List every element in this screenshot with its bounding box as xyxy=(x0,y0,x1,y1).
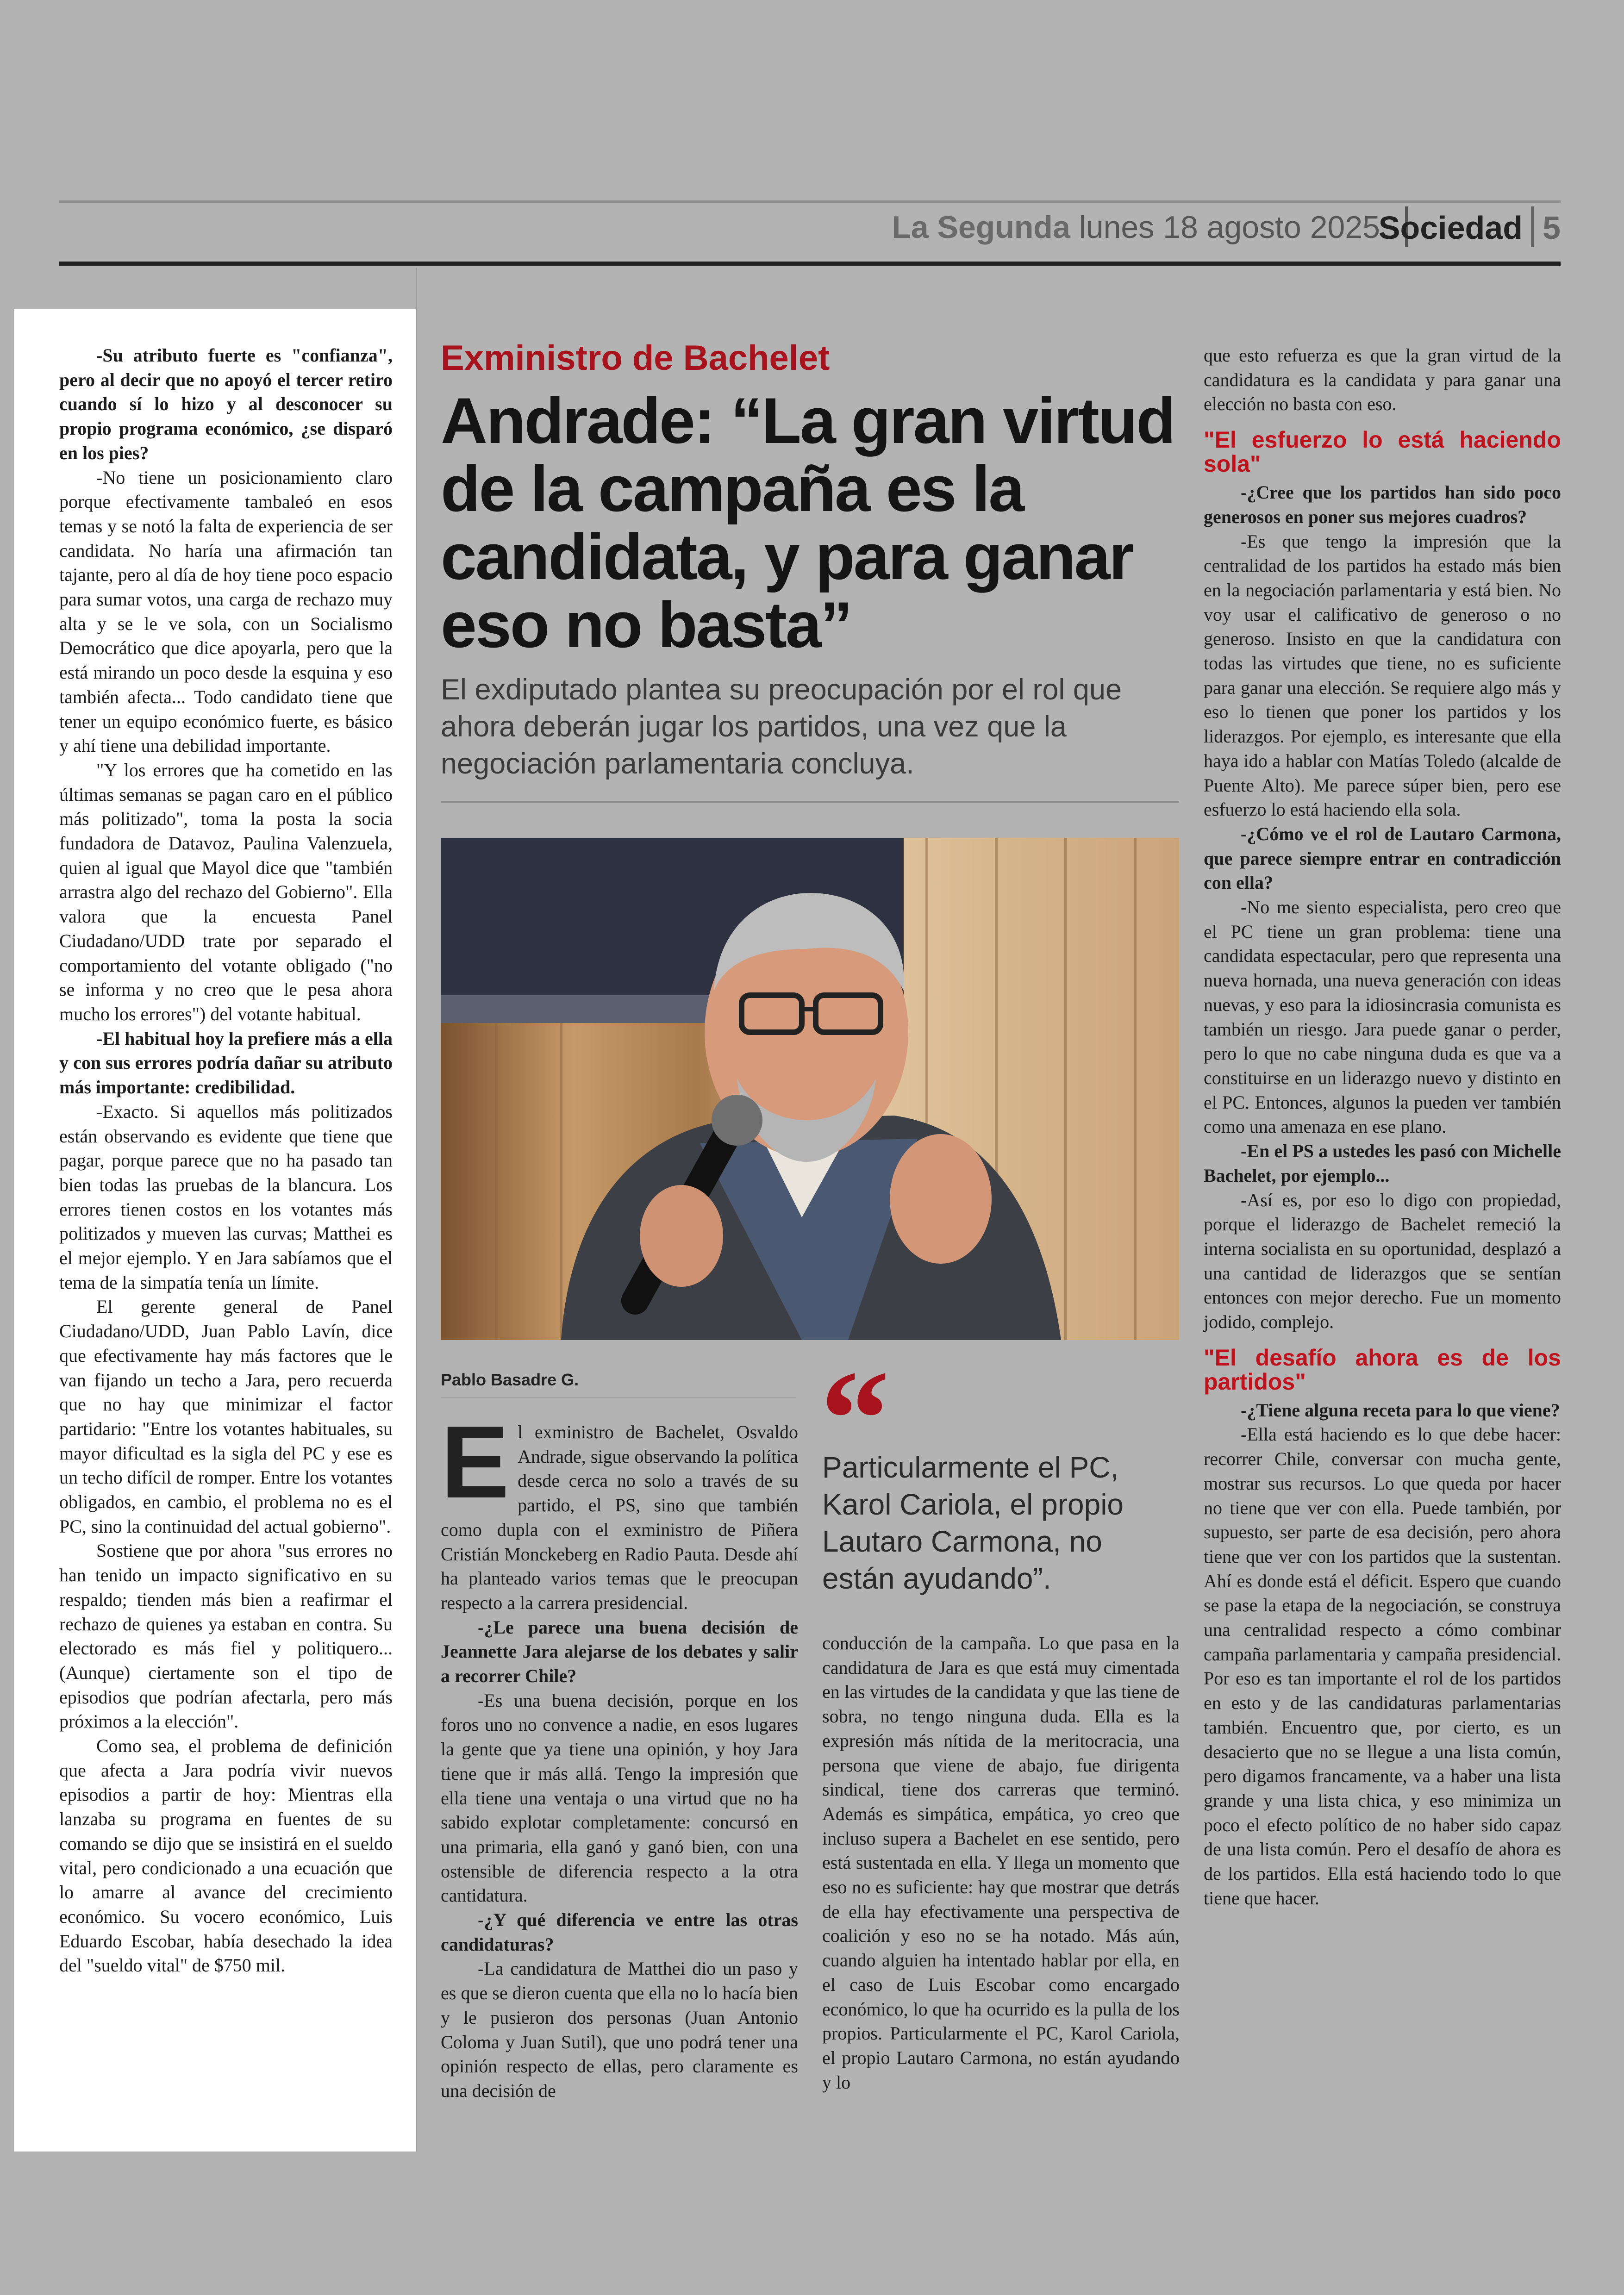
column-3-block-2 xyxy=(1204,1398,1561,1911)
issue-date: lunes 18 agosto 2025 xyxy=(1079,210,1380,245)
body-paragraph: -Exacto. Si aquellos más politizados están observando es evidente que tiene que pagar, porque parece que no ha pasado tan bien todas las pruebas de la blancura. Los errores tienen costos en los votantes más politizados y mueven las curvas; Matthei es el mejor ejemplo. Y en Jara sabíamos que el tema de la simpatía tenía un límite. xyxy=(59,1101,393,1293)
header-divider xyxy=(1531,206,1534,247)
portrait-illustration xyxy=(441,838,1179,1340)
body-paragraph: -Es una buena decisión, porque en los foros uno no convence a nadie, en esos lugares la gente que ya tiene una opinión, y hoy Jara tiene que ir más allá. Tengo la impresión que ella tiene una ventaja o una virtud que no ha sabido explotar completamente: concursó en una primaria, ella ganó y ganó bien, con una ostensible de diferencia respecto a la otra cantidatura. xyxy=(441,1690,798,1906)
interview-question: -¿Tiene alguna receta para lo que viene? xyxy=(1241,1399,1560,1421)
body-paragraph: "Y los errores que ha cometido en las últimas semanas se pagan caro en el público más politizado", toma la posta la socia fundadora de Datavoz, Paulina Valenzuela, quien al igual que Mayol dice que "también arrastra algo del rechazo del Gobierno". Ella valora que la encuesta Panel Ciudadano/UDD trate por separado el comportamiento del votante obligado ("no se informa y no creo que le pesa ahora mucho los errores") del votante habitual. xyxy=(59,759,393,1024)
article-headline: Andrade: “La gran virtud de la campaña es la candidata, y para ganar eso no basta” xyxy=(441,384,1174,661)
interview-question: -El habitual hoy la prefiere más a ella y con sus errores podría dañar su atributo más importante: credibilidad. xyxy=(59,1028,393,1098)
interview-question: -¿Cómo ve el rol de Lautaro Carmona, que parece siempre entrar en contradicción con ella? xyxy=(1204,823,1561,893)
interview-question: -¿Y qué diferencia ve entre las otras candidaturas? xyxy=(441,1909,798,1955)
pull-quote: Particularmente el PC, Karol Cariola, el propio Lautaro Carmona, no están ayudando”. xyxy=(822,1451,1124,1595)
header-rule xyxy=(59,262,1561,266)
body-paragraph: -Ella está haciendo es lo que debe hacer: recorrer Chile, conversar con mucha gente, mostrar sus recursos. Lo que queda por hacer no tiene que ver con ella. Puede también, por supuesto, ser parte de esa decisión, pero ahora tiene que ver con los partidos que la sustentan. Ahí es donde está el déficit. Espero que cuando se pase la etapa de la negociación, se construya una centralidad respecto a cómo combinar campaña parlamentaria y campaña presidencial. Por eso es tan importante el rol de los partidos en esto y de las candidaturas parlamentarias también. Encuentro que, por cierto, es un desacierto que no se llegue a una lista común, pero digamos francamente, va a haber una lista grande y una lista chica, y eso minimiza un poco el efecto político de no haber sido capaz de una lista común. Pero el desafío de ahora es de los partidos. Ella está haciendo todo lo que tiene que hacer. xyxy=(1204,1424,1561,1908)
article-kicker: Exministro de Bachelet xyxy=(441,338,830,378)
article-photo xyxy=(441,838,1179,1340)
body-paragraph: -La candidatura de Matthei dio un paso y es que se dieron cuenta que ella no lo hacía bien y le pusieron dos personas (Juan Antonio Coloma y Juan Sutil), que uno podrá tener una opinión respecto de ellas, pero claramente es una decisión de xyxy=(441,1958,798,2101)
masthead xyxy=(892,209,1380,245)
page-number: 5 xyxy=(1543,210,1561,246)
interview-question: -En el PS a ustedes les pasó con Michelle Bachelet, por ejemplo... xyxy=(1204,1141,1561,1186)
interview-question: -¿Le parece una buena decisión de Jeannette Jara alejarse de los debates y salir a recorrer Chile? xyxy=(441,1616,798,1687)
deck-rule xyxy=(441,801,1179,803)
quote-mark-icon: “ xyxy=(820,1342,890,1496)
top-rule xyxy=(59,200,1561,203)
interview-question: -Su atributo fuerte es "confianza", pero al decir que no apoyó el tercer retiro cuando sí lo hizo y al desconocer su propio programa económico, ¿se disparó en los pies? xyxy=(59,345,393,463)
article-column-3 xyxy=(1204,343,1561,1910)
body-paragraph: -Así es, por eso lo digo con propiedad, porque el liderazgo de Bachelet remeció la interna socialista en su oportunidad, desplazó a una cantidad de liderazgos que se sentían entonces con mejor derecho. Fue un momento jodido, complejo. xyxy=(1204,1189,1561,1333)
column-3-block-1 xyxy=(1204,480,1561,1335)
body-paragraph: -No tiene un posicionamiento claro porque efectivamente tambaleó en esos temas y se notó la falta de experiencia de ser candidata. No haría una afirmación tan tajante, pero al día de hoy tiene poco espacio para sumar votos, una carga de rechazo muy alta y se le ve sola, con un Socialismo Democrático que dice apoyarla, pero que la está mirando un poco desde la esquina y eso también afecta... Todo candidato tiene que tener un equipo económico fuerte, es básico y ahí tiene una debilidad importante. xyxy=(59,467,393,756)
column-2-text: conducción de la campaña. Lo que pasa en la candidatura de Jara es que está muy cimentada en las virtudes de la candidata y que las tiene de sobra, no tengo ninguna duda. Ella es la expresión más nítida de la meritocracia, una persona que viene de abajo, fue dirigenta sindical, tiene dos carreras que terminó. Además es simpática, empática, yo creo que incluso supera a Bachelet en ese sentido, pero está sustentada en ella. Y llega un momento que eso no es suficiente: hay que mostrar que detrás de ella hay efectivamente una perspectiva de coalición y eso no se ha notado. Más aún, cuando alguien ha intentado hablar por ella, en el caso de Luis Escobar como encargado económico, lo que ha ocurrido es la pulla de los propios. Particularmente el PC, Karol Cariola, el propio Lautaro Carmona, no están ayudando y lo xyxy=(822,1633,1180,2093)
section-name: Sociedad xyxy=(1378,210,1523,246)
interview-question: -¿Cree que los partidos han sido poco generosos en poner sus mejores cuadros? xyxy=(1204,482,1561,527)
lead-text: l exministro de Bachelet, Osvaldo Andrade, sigue observando la política desde cerca no solo a través de su partido, el PS, sino que también como dupla con el exministro de Piñera Cristián Monckeberg en Radio Pauta. Desde ahí ha planteado varios temas que le preocupan respecto a la carrera presidencial. xyxy=(441,1422,798,1613)
article-deck: El exdiputado plantea su preocupación por el rol que ahora deberán jugar los partidos, una vez que la negociación parlamentaria concluya. xyxy=(441,674,1122,780)
body-paragraph: -Es que tengo la impresión que la centralidad de los partidos ha estado más bien en la negociación parlamentaria y está bien. No voy usar el calificativo de generoso o no generoso. Insisto en que la candidatura con todas las virtudes que tiene, no es suficiente para ganar una elección. Se requiere algo más y eso lo tienen que poner los partidos y los liderazgos. Por ejemplo, es interesante que ella haya ido a hablar con Matías Toledo (alcalde de Puente Alto). Me parece súper bien, pero ese esfuerzo lo está haciendo ella sola. xyxy=(1204,530,1561,820)
article-column-1 xyxy=(441,1405,798,2103)
column-divider xyxy=(416,268,417,2152)
body-paragraph: El gerente general de Panel Ciudadano/UDD, Juan Pablo Lavín, dice que efectivamente hay más factores que le van fijando un techo a Jara, pero recuerda que no hay que minimizar el factor partidario: "Entre los votantes habituales, su mayor dificultad es la sigla del PC y ese es un techo difícil de romper. Entre los votantes obligados, en cambio, el problema no es el PC, sino la continuidad del actual gobierno". xyxy=(59,1296,393,1537)
article-column-2 xyxy=(822,1631,1180,2095)
lead-paragraph xyxy=(441,1405,798,1615)
body-paragraph: Como sea, el problema de definición que afecta a Jara podría vivir nuevos episodios a partir de hoy: Mientras ella lanzaba su programa en fuentes de su comando se dijo que se insistirá en el sueldo vital, pero condicionado a una ecuación que lo amarre al avance del crecimiento económico. Su vocero económico, Luis Eduardo Escobar, había desechado la idea del "sueldo vital" de $750 mil. xyxy=(59,1735,393,1976)
photo-credit: Pablo Basadre G. xyxy=(441,1370,579,1389)
body-paragraph: Sostiene que por ahora "sus errores no han tenido un impacto significativo en su respaldo; tienden más bien a reafirmar el rechazo de quienes ya estaban en contra. Su electorado es más fiel y politiquero... (Aunque) ciertamente son el tipo de episodios que podrían afectarla, pero más próximos a la elección". xyxy=(59,1540,393,1732)
column-3-intro: que esto refuerza es que la gran virtud de la candidatura es la candidata y para ganar una elección no basta con eso. xyxy=(1204,345,1561,415)
drop-cap: E xyxy=(441,1405,510,1520)
credit-rule xyxy=(441,1397,796,1398)
left-column-text xyxy=(59,343,393,1978)
subheading-1: "El esfuerzo lo está haciendo sola" xyxy=(1204,427,1561,477)
subheading-2: "El desafío ahora es de los partidos" xyxy=(1204,1344,1561,1395)
newspaper-name: La Segunda xyxy=(892,210,1070,245)
page-header xyxy=(59,206,1561,253)
body-paragraph: -No me siento especialista, pero creo que el PC tiene un gran problema: tiene una candidata espectacular, pero que representa una nueva hornada, una nueva generación con ideas nuevas, y eso para la idiosincrasia comunista es también un riesgo. Jara puede ganar o perder, pero lo que no cabe ninguna duda es que va a constituirse en un liderazgo nuevo y distinto en el PC. Entonces, algunos la pueden ver también como una amenaza en ese plano. xyxy=(1204,897,1561,1137)
